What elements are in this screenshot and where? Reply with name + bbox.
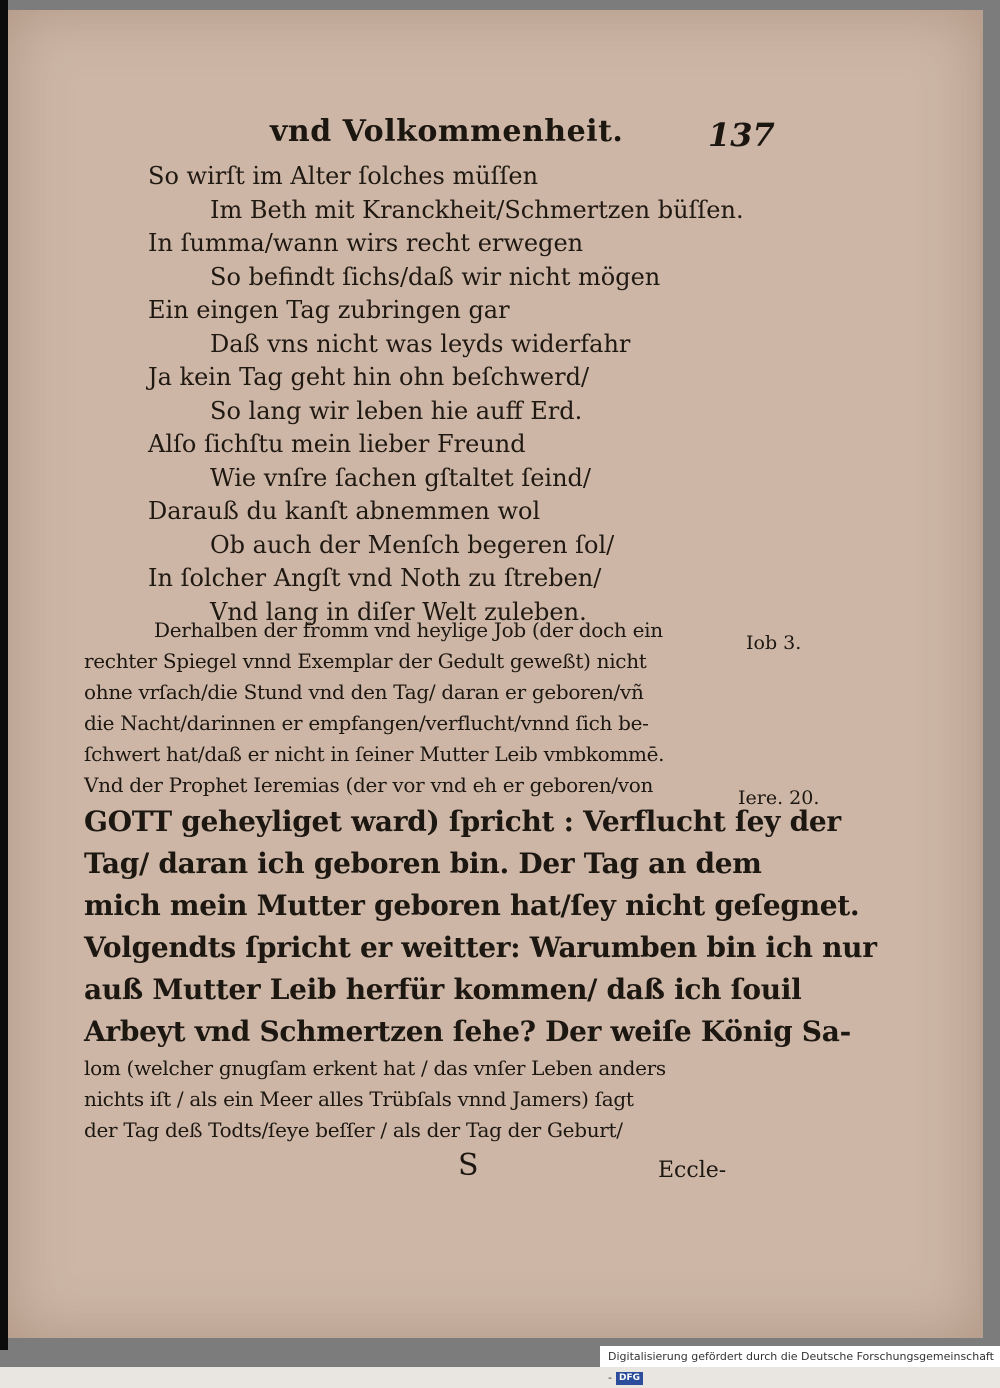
- prose-line: Vnd der Prophet Ieremias (der vor vnd eh er geboren/von: [84, 773, 654, 797]
- verse-line: Daß vns nicht was leyds widerfahr: [210, 329, 631, 358]
- verse-line: So lang wir leben hie auff Erd.: [210, 396, 583, 425]
- prose-line: Derhalben der fromm vnd heylige Job (der doch ein: [154, 618, 663, 642]
- prose-line: Arbeyt vnd Schmertzen ſehe? Der weiſe König Sa-: [84, 1015, 851, 1048]
- prose-line: auß Mutter Leib herfür kommen/ daß ich ſouil: [84, 973, 802, 1006]
- marginal-note-jeremiah: Iere. 20.: [738, 787, 820, 809]
- prose-line: Tag/ daran ich geboren bin. Der Tag an dem: [84, 847, 762, 880]
- page-header: [8, 114, 980, 154]
- verse-line: In ſumma/wann wirs recht erwegen: [148, 229, 584, 257]
- verse-line: Ja kein Tag geht hin ohn beſchwerd/: [148, 363, 590, 391]
- book-page: [8, 10, 983, 1338]
- catchword: Eccle-: [658, 1158, 727, 1183]
- prose-line: Volgendts ſpricht er weitter: Warumben bin ich nur: [84, 931, 877, 964]
- verse-line: So wirſt im Alter ſolches müſſen: [148, 162, 539, 190]
- prose-line: rechter Spiegel vnnd Exemplar der Gedult geweßt) nicht: [84, 649, 647, 673]
- prose-line: die Nacht/darinnen er empfangen/verflucht/vnnd ſich be-: [84, 711, 649, 735]
- verse-line: So befindt ſichs/daß wir nicht mögen: [210, 262, 661, 291]
- verse-line: Ein eingen Tag zubringen gar: [148, 296, 510, 324]
- verse-block: [148, 160, 788, 629]
- marginal-note-job: Iob 3.: [746, 632, 802, 654]
- prose-line: der Tag deß Todts/ſeye beſſer / als der Tag der Geburt/: [84, 1118, 623, 1142]
- prose-line: mich mein Mutter geboren hat/ſey nicht geſegnet.: [84, 889, 860, 922]
- book-edge: [0, 0, 8, 1350]
- verse-line: Ob auch der Menſch begeren ſol/: [210, 530, 615, 559]
- prose-line: nichts iſt / als ein Meer alles Trübſals vnnd Jamers) ſagt: [84, 1087, 634, 1111]
- verse-line: Im Beth mit Kranckheit/Schmertzen büſſen.: [210, 195, 744, 224]
- page-number: 137: [708, 116, 775, 154]
- verse-line: Darauß du kanſt abnemmen wol: [148, 497, 541, 525]
- verse-line: Vnd lang in diſer Welt zuleben.: [210, 597, 587, 626]
- prose-line: lom (welcher gnugſam erkent hat / das vnſer Leben anders: [84, 1056, 666, 1080]
- prose-line: ſchwert hat/daß er nicht in ſeiner Mutter Leib vmbkommē.: [84, 742, 665, 766]
- signature-mark: S: [458, 1148, 479, 1183]
- prose-line: ohne vrſach/die Stund vnd den Tag/ daran er geboren/vñ: [84, 680, 644, 704]
- dfg-logo-icon: DFG: [616, 1372, 643, 1385]
- running-head: vnd Volkommenheit.: [270, 114, 624, 149]
- footer-text: Digitalisierung gefördert durch die Deutsche Forschungsgemeinschaft -: [608, 1350, 994, 1384]
- verse-line: In ſolcher Angſt vnd Noth zu ſtreben/: [148, 564, 602, 592]
- verse-line: Alſo ſichſtu mein lieber Freund: [148, 430, 526, 458]
- prose-line: GOTT geheyliget ward) ſpricht : Verflucht ſey der: [84, 805, 841, 838]
- digitization-footer: [600, 1346, 1000, 1384]
- verse-line: Wie vnſre ſachen gſtaltet ſeind/: [210, 463, 591, 492]
